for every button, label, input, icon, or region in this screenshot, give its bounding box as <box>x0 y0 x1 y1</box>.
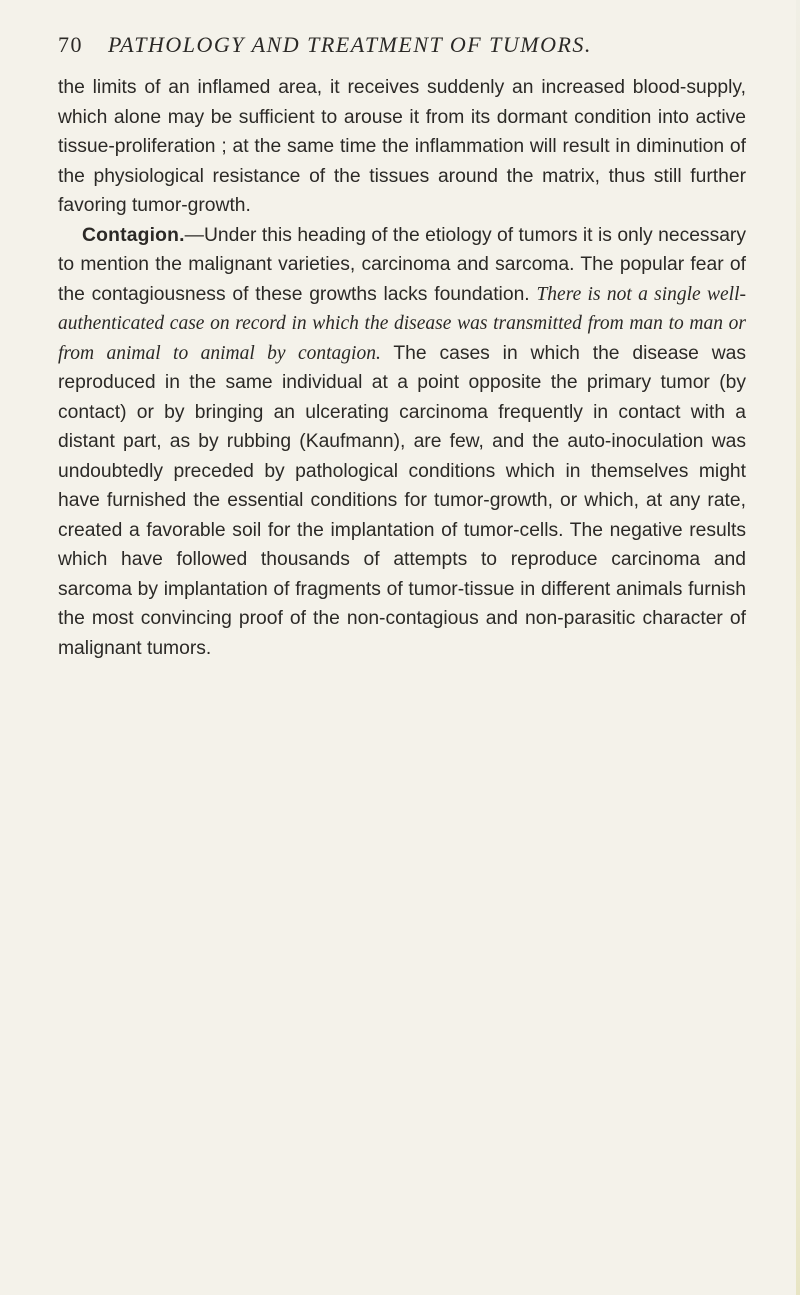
page-number: 70 <box>58 32 83 57</box>
body-text <box>58 73 746 663</box>
paragraph-continued: the limits of an inflamed area, it receives suddenly an increased blood-supply, which alone may be sufficient to arouse it from its dormant condition into active tissue-proliferation ; at the same time the inflammation will result in diminution of the physiological resistance of the tissues around the matrix, thus still further favoring tumor-growth. <box>58 77 746 216</box>
paragraph-intro-text: —Under this heading of the etiology of tumors it is only necessary to mention the malignant varieties, carcinoma and sarcoma. The popular fear of the contagiousness of these growths lacks foundation. <box>58 224 746 305</box>
running-header <box>58 30 746 70</box>
section-heading-contagion: Contagion. <box>82 224 185 246</box>
book-page <box>58 30 746 663</box>
page-edge-strip <box>796 0 800 1295</box>
paragraph-rest-text: The cases in which the disease was reproduced in the same individual at a point opposite the primary tumor (by contact) or by bringing an ulcerating carcinoma frequently in contact with a distant part, as by rubbing (Kaufmann), are few, and the auto-inoculation was undoubtedly preceded by pathological conditions which in themselves might have furnished the essential conditions for tumor-growth, or which, at any rate, created a favorable soil for the implantation of tumor-cells. The negative results which have followed thousands of attempts to reproduce carcinoma and sarcoma by implantation of fragments of tumor-tissue in different animals furnish the most convincing proof of the non-contagious and non-parasitic character of malignant tumors. <box>58 342 747 659</box>
italic-emphasis-sentence: There is not a single well-authenticated case on record in which the disease was transmitted from man to man or from animal to animal by contagion. <box>58 283 747 364</box>
paragraph-contagion <box>58 221 746 664</box>
running-title: PATHOLOGY AND TREATMENT OF TUMORS. <box>108 32 592 57</box>
